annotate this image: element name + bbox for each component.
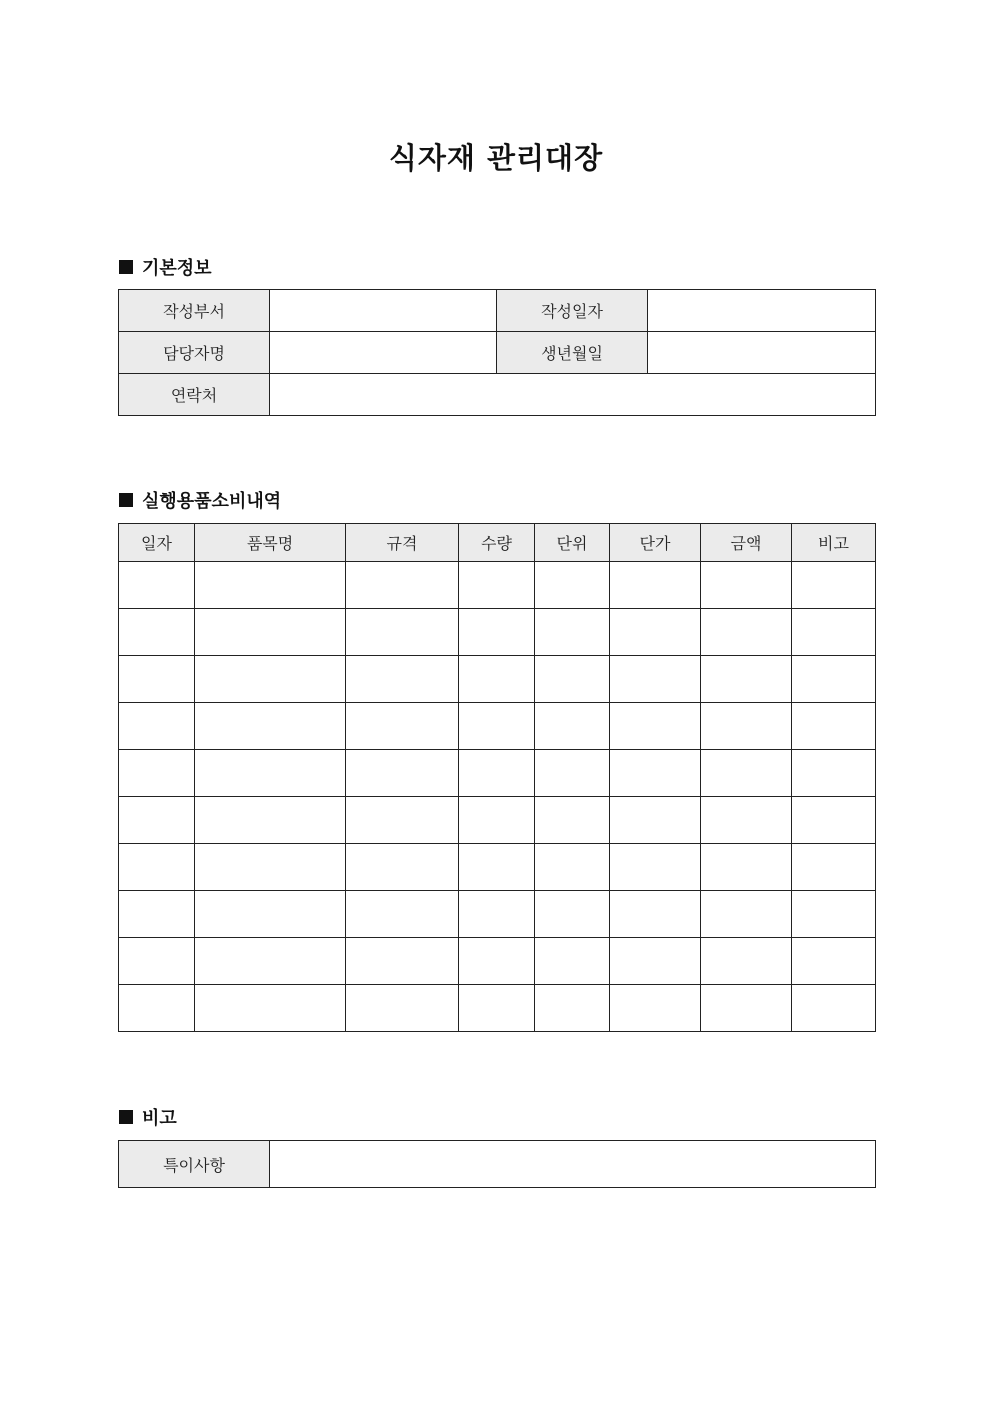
table-cell[interactable] <box>701 703 792 750</box>
table-cell[interactable] <box>701 609 792 656</box>
table-cell[interactable] <box>346 703 459 750</box>
table-cell[interactable] <box>792 750 876 797</box>
contact-label: 연락처 <box>119 374 270 416</box>
table-cell[interactable] <box>535 656 610 703</box>
table-cell[interactable] <box>459 656 535 703</box>
table-cell[interactable] <box>459 562 535 609</box>
table-cell[interactable] <box>535 985 610 1032</box>
table-cell[interactable] <box>195 750 346 797</box>
department-label: 작성부서 <box>119 290 270 332</box>
table-cell[interactable] <box>610 609 701 656</box>
consumption-heading <box>119 487 281 513</box>
table-cell[interactable] <box>195 844 346 891</box>
table-cell[interactable] <box>701 562 792 609</box>
table-cell[interactable] <box>459 703 535 750</box>
consumption-table <box>118 523 876 1032</box>
table-cell[interactable] <box>119 609 195 656</box>
table-row <box>119 656 876 703</box>
table-cell[interactable] <box>610 562 701 609</box>
table-row <box>119 609 876 656</box>
table-cell[interactable] <box>701 656 792 703</box>
table-cell[interactable] <box>535 891 610 938</box>
table-cell[interactable] <box>195 562 346 609</box>
table-cell[interactable] <box>459 844 535 891</box>
column-header: 품목명 <box>195 524 346 562</box>
table-cell[interactable] <box>459 985 535 1032</box>
consumption-body <box>119 562 876 1032</box>
table-row <box>119 562 876 609</box>
basic-info-row <box>119 332 876 374</box>
table-row <box>119 750 876 797</box>
remarks-heading-text: 비고 <box>142 1108 177 1129</box>
department-field[interactable] <box>270 290 497 332</box>
table-cell[interactable] <box>459 750 535 797</box>
table-cell[interactable] <box>535 562 610 609</box>
table-cell[interactable] <box>119 750 195 797</box>
remarks-heading <box>119 1104 177 1130</box>
basic-info-row <box>119 374 876 416</box>
column-header: 규격 <box>346 524 459 562</box>
special-notes-label: 특이사항 <box>119 1141 270 1188</box>
table-cell[interactable] <box>701 938 792 985</box>
table-cell[interactable] <box>195 938 346 985</box>
table-cell[interactable] <box>610 844 701 891</box>
remarks-table <box>118 1140 876 1188</box>
square-bullet-icon <box>119 1110 133 1124</box>
table-cell[interactable] <box>610 891 701 938</box>
table-cell[interactable] <box>346 891 459 938</box>
manager-label: 담당자명 <box>119 332 270 374</box>
table-cell[interactable] <box>459 609 535 656</box>
table-row <box>119 891 876 938</box>
table-cell[interactable] <box>792 891 876 938</box>
table-cell[interactable] <box>346 938 459 985</box>
basic-info-heading <box>119 254 212 280</box>
table-cell[interactable] <box>535 750 610 797</box>
table-cell[interactable] <box>119 844 195 891</box>
remarks-row <box>119 1141 876 1188</box>
table-row <box>119 844 876 891</box>
date-label: 작성일자 <box>497 290 648 332</box>
table-cell[interactable] <box>792 609 876 656</box>
contact-field[interactable] <box>270 374 876 416</box>
table-cell[interactable] <box>195 985 346 1032</box>
table-cell[interactable] <box>701 891 792 938</box>
table-cell[interactable] <box>119 562 195 609</box>
table-cell[interactable] <box>346 797 459 844</box>
table-cell[interactable] <box>610 703 701 750</box>
table-cell[interactable] <box>535 609 610 656</box>
table-row <box>119 797 876 844</box>
table-cell[interactable] <box>792 797 876 844</box>
column-header: 일자 <box>119 524 195 562</box>
table-cell[interactable] <box>792 703 876 750</box>
table-cell[interactable] <box>119 938 195 985</box>
special-notes-field[interactable] <box>270 1141 876 1188</box>
table-cell[interactable] <box>535 703 610 750</box>
column-header: 단가 <box>610 524 701 562</box>
table-cell[interactable] <box>195 609 346 656</box>
table-cell[interactable] <box>701 844 792 891</box>
table-cell[interactable] <box>459 938 535 985</box>
table-cell[interactable] <box>195 703 346 750</box>
table-cell[interactable] <box>792 562 876 609</box>
table-cell[interactable] <box>792 985 876 1032</box>
consumption-header-row <box>119 524 876 562</box>
table-cell[interactable] <box>701 750 792 797</box>
table-cell[interactable] <box>792 844 876 891</box>
table-cell[interactable] <box>610 750 701 797</box>
manager-field[interactable] <box>270 332 497 374</box>
column-header: 수량 <box>459 524 535 562</box>
table-cell[interactable] <box>459 891 535 938</box>
table-cell[interactable] <box>792 656 876 703</box>
table-cell[interactable] <box>346 844 459 891</box>
table-cell[interactable] <box>535 797 610 844</box>
basic-info-table <box>118 289 876 416</box>
table-cell[interactable] <box>346 609 459 656</box>
table-row <box>119 703 876 750</box>
table-cell[interactable] <box>195 797 346 844</box>
birthdate-label: 생년월일 <box>497 332 648 374</box>
table-cell[interactable] <box>195 656 346 703</box>
table-row <box>119 938 876 985</box>
column-header: 비고 <box>792 524 876 562</box>
square-bullet-icon <box>119 260 133 274</box>
table-cell[interactable] <box>346 750 459 797</box>
table-cell[interactable] <box>792 938 876 985</box>
column-header: 단위 <box>535 524 610 562</box>
table-cell[interactable] <box>610 985 701 1032</box>
table-cell[interactable] <box>701 797 792 844</box>
table-cell[interactable] <box>119 656 195 703</box>
table-cell[interactable] <box>195 891 346 938</box>
table-cell[interactable] <box>610 797 701 844</box>
table-cell[interactable] <box>346 985 459 1032</box>
table-cell[interactable] <box>535 844 610 891</box>
table-cell[interactable] <box>459 797 535 844</box>
table-cell[interactable] <box>610 938 701 985</box>
table-cell[interactable] <box>701 985 792 1032</box>
document-title: 식자재 관리대장 <box>388 141 604 175</box>
table-cell[interactable] <box>610 656 701 703</box>
table-cell[interactable] <box>346 656 459 703</box>
table-row <box>119 985 876 1032</box>
column-header: 금액 <box>701 524 792 562</box>
table-cell[interactable] <box>119 891 195 938</box>
date-field[interactable] <box>648 290 876 332</box>
table-cell[interactable] <box>346 562 459 609</box>
basic-info-row <box>119 290 876 332</box>
table-cell[interactable] <box>119 797 195 844</box>
birthdate-field[interactable] <box>648 332 876 374</box>
consumption-heading-text: 실행용품소비내역 <box>142 491 282 512</box>
table-cell[interactable] <box>535 938 610 985</box>
basic-info-heading-text: 기본정보 <box>142 258 212 279</box>
square-bullet-icon <box>119 493 133 507</box>
table-cell[interactable] <box>119 703 195 750</box>
table-cell[interactable] <box>119 985 195 1032</box>
